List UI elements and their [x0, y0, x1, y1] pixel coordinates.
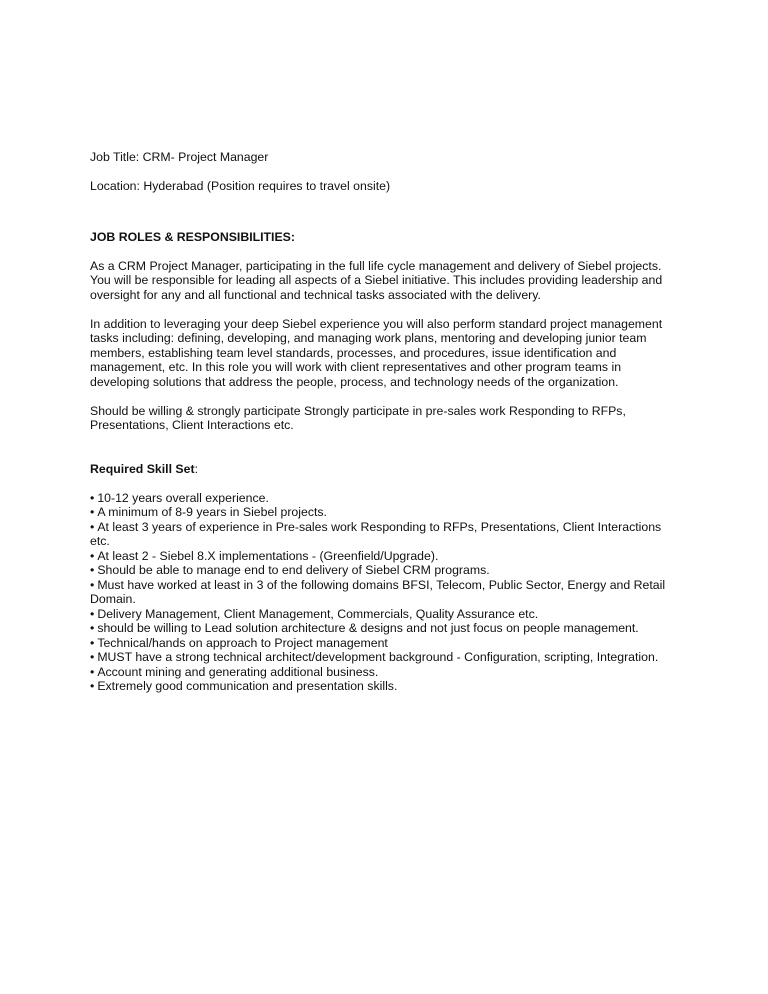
skills-heading: Required Skill Set — [90, 461, 195, 476]
skill-item — [90, 520, 682, 549]
skills-list — [90, 491, 682, 694]
bullet-icon: • — [90, 577, 95, 592]
bullet-icon: • — [90, 635, 95, 650]
document-body — [90, 150, 682, 694]
bullet-icon: • — [90, 621, 95, 635]
skill-item — [90, 679, 682, 694]
roles-paragraph: Should be willing & strongly participate Strongly participate in pre-sales work Responding to RFPs, Presentations, Client Interactions etc. — [90, 403, 626, 432]
job-title-line: Job Title: CRM- Project Manager — [90, 150, 269, 164]
bullet-icon: • — [90, 650, 95, 664]
skill-text: Technical/hands on approach to Project management — [97, 635, 388, 650]
skill-text: Must have worked at least in 3 of the following domains BFSI, Telecom, Public Sector, Energy and Retail Domain. — [90, 577, 666, 606]
roles-paragraph: As a CRM Project Manager, participating in the full life cycle management and delivery of Siebel projects. You will be responsible for leading all aspects of a Siebel initiative. This includes providing leadership and oversight for any and all functional and technical tasks associated with the delivery. — [90, 258, 663, 302]
bullet-icon: • — [90, 519, 95, 534]
skills-heading-colon: : — [194, 461, 198, 476]
bullet-icon: • — [90, 563, 95, 577]
skill-text: At least 2 - Siebel 8.X implementations - (Greenfield/Upgrade). — [97, 548, 439, 563]
skill-text: Extremely good communication and presentation skills. — [97, 679, 398, 693]
bullet-icon: • — [90, 606, 95, 621]
skill-text: At least 3 years of experience in Pre-sales work Responding to RFPs, Presentations, Client Interactions etc. — [90, 519, 662, 548]
skill-item — [90, 563, 682, 578]
skill-item — [90, 607, 682, 622]
skill-item — [90, 491, 682, 506]
skill-item — [90, 636, 682, 651]
skill-text: Account mining and generating additional business. — [97, 664, 379, 679]
skill-item — [90, 621, 682, 636]
skill-item — [90, 505, 682, 520]
skill-item — [90, 650, 682, 665]
skill-text: should be willing to Lead solution architecture & designs and not just focus on people management. — [97, 621, 639, 635]
skill-text: Should be able to manage end to end delivery of Siebel CRM programs. — [97, 563, 490, 577]
skill-text: A minimum of 8-9 years in Siebel projects. — [97, 505, 327, 519]
bullet-icon: • — [90, 490, 95, 505]
skill-item — [90, 665, 682, 680]
bullet-icon: • — [90, 505, 95, 519]
roles-heading: JOB ROLES & RESPONSIBILITIES: — [90, 229, 295, 244]
skill-text: 10-12 years overall experience. — [97, 490, 269, 505]
bullet-icon: • — [90, 548, 95, 563]
roles-paragraph: In addition to leveraging your deep Siebel experience you will also perform standard project management tasks including: defining, developing, and managing work plans, mentoring and developing junior team members, establishing team level standards, processes, and procedures, issue identification and management, etc. In this role you will work with client representatives and other program teams in developing solutions that address the people, process, and technology needs of the organization. — [90, 316, 663, 389]
skill-text: MUST have a strong technical architect/development background - Configuration, scripting, Integration. — [97, 650, 659, 664]
bullet-icon: • — [90, 679, 95, 693]
location-line: Location: Hyderabad (Position requires to travel onsite) — [90, 179, 391, 193]
skills-heading-line — [90, 462, 682, 477]
skill-item — [90, 549, 682, 564]
skill-item — [90, 578, 682, 607]
bullet-icon: • — [90, 664, 95, 679]
skill-text: Delivery Management, Client Management, Commercials, Quality Assurance etc. — [97, 606, 539, 621]
